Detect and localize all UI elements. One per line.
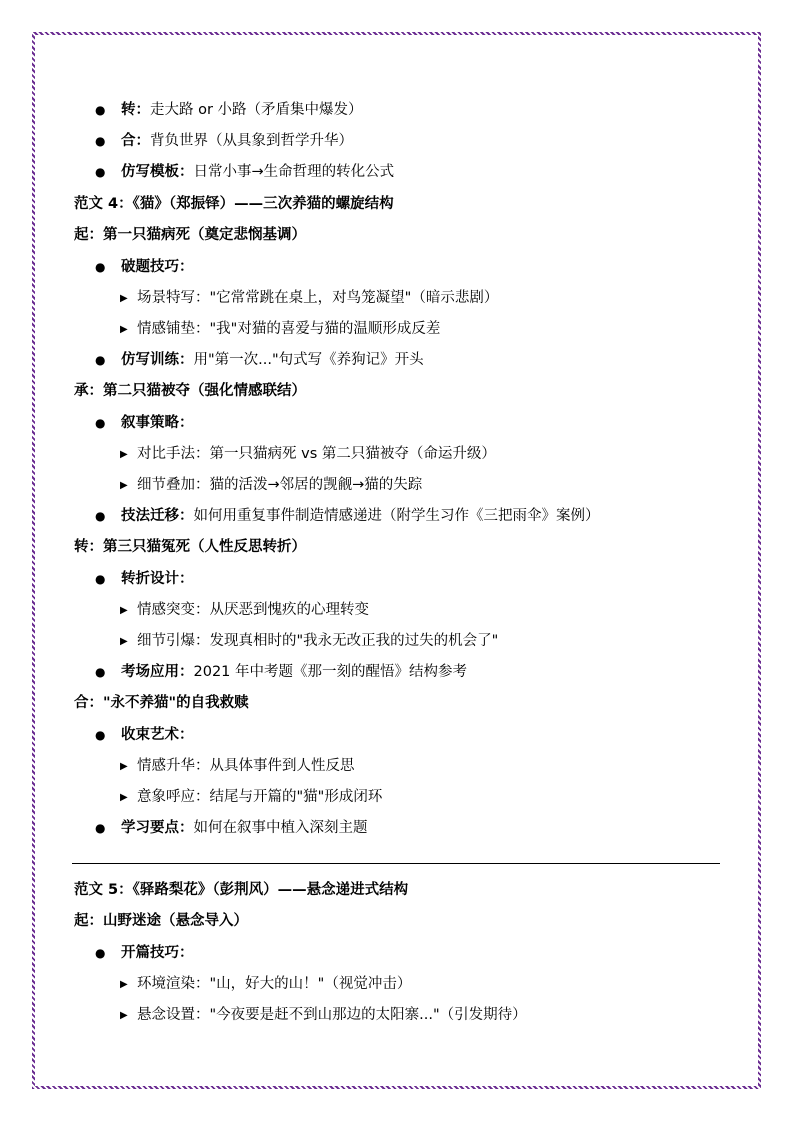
bullet-icon: ● xyxy=(95,165,106,179)
bullet-item xyxy=(95,568,194,590)
sub-item xyxy=(120,474,422,497)
sub-item xyxy=(120,973,411,996)
sub-item-text: 情感铺垫："我"对猫的喜爱与猫的温顺形成反差 xyxy=(137,321,441,337)
bullet-text: 背负世界（从具象到哲学升华） xyxy=(150,133,353,149)
bullet-icon: ● xyxy=(95,134,106,148)
section-heading: 起：第一只猫病死（奠定悲悯基调） xyxy=(74,227,306,243)
section-heading: 转：第三只猫冤死（人性反思转折） xyxy=(74,539,306,555)
arrow-icon: ▶ xyxy=(120,761,128,772)
bullet-label: 叙事策略： xyxy=(121,415,194,431)
sub-item xyxy=(120,755,355,778)
sub-item xyxy=(120,630,498,653)
bullet-icon: ● xyxy=(95,728,106,742)
arrow-icon: ▶ xyxy=(120,293,128,304)
bullet-text: 如何用重复事件制造情感递进（附学生习作《三把雨伞》案例） xyxy=(193,508,600,524)
bullet-icon: ● xyxy=(95,353,106,367)
sub-item xyxy=(120,318,440,341)
bullet-item xyxy=(95,161,394,183)
arrow-icon: ▶ xyxy=(120,636,128,647)
bullet-label: 考场应用： xyxy=(121,664,194,680)
bullet-icon: ● xyxy=(95,946,106,960)
bullet-label: 开篇技巧： xyxy=(121,945,194,961)
bullet-item xyxy=(95,724,194,746)
bullet-icon: ● xyxy=(95,665,106,679)
arrow-icon: ▶ xyxy=(120,480,128,491)
bullet-label: 仿写模板： xyxy=(121,164,194,180)
sub-item xyxy=(120,786,382,809)
essay-4-title: 范文 4：《猫》（郑振铎）——三次养猫的螺旋结构 xyxy=(74,196,394,212)
bullet-icon: ● xyxy=(95,821,106,835)
bullet-text: 用"第一次..."句式写《养狗记》开头 xyxy=(193,352,424,368)
bullet-text: 2021 年中考题《那一刻的醒悟》结构参考 xyxy=(193,664,468,680)
bullet-item xyxy=(95,942,194,964)
bullet-text: 日常小事→生命哲理的转化公式 xyxy=(193,164,395,180)
section-heading: 起：山野迷途（悬念导入） xyxy=(74,913,248,929)
arrow-icon: ▶ xyxy=(120,1010,128,1021)
sub-item-text: 对比手法：第一只猫病死 vs 第二只猫被夺（命运升级） xyxy=(137,446,496,462)
sub-item-text: 环境渲染："山，好大的山！"（视觉冲击） xyxy=(137,976,412,992)
arrow-icon: ▶ xyxy=(120,792,128,803)
bullet-icon: ● xyxy=(95,103,106,117)
sub-item xyxy=(120,1004,527,1027)
arrow-icon: ▶ xyxy=(120,449,128,460)
sub-item xyxy=(120,443,496,466)
section-heading: 合："永不养猫"的自我救赎 xyxy=(74,695,249,711)
bullet-label: 技法迁移： xyxy=(121,508,194,524)
essay-5-title: 范文 5：《驿路梨花》（彭荆风）——悬念递进式结构 xyxy=(74,882,409,898)
sub-item-text: 情感升华：从具体事件到人性反思 xyxy=(137,758,355,774)
bullet-item xyxy=(95,99,363,121)
bullet-item xyxy=(95,412,194,434)
arrow-icon: ▶ xyxy=(120,605,128,616)
section-heading: 承：第二只猫被夺（强化情感联结） xyxy=(74,383,306,399)
bullet-item xyxy=(95,349,424,371)
sub-item-text: 细节引爆：发现真相时的"我永无改正我的过失的机会了" xyxy=(137,633,499,649)
sub-item-text: 悬念设置："今夜要是赶不到山那边的太阳寨..."（引发期待） xyxy=(137,1007,527,1023)
bullet-item xyxy=(95,505,600,527)
arrow-icon: ▶ xyxy=(120,324,128,335)
bullet-item xyxy=(95,661,467,683)
bullet-label: 合： xyxy=(121,133,150,149)
bullet-label: 学习要点： xyxy=(121,820,194,836)
sub-item xyxy=(120,599,369,622)
bullet-icon: ● xyxy=(95,416,106,430)
bullet-icon: ● xyxy=(95,572,106,586)
bullet-item xyxy=(95,256,194,278)
sub-item-text: 意象呼应：结尾与开篇的"猫"形成闭环 xyxy=(137,789,383,805)
bullet-label: 收束艺术： xyxy=(121,727,194,743)
bullet-label: 转： xyxy=(121,102,150,118)
bullet-icon: ● xyxy=(95,260,106,274)
sub-item-text: 场景特写："它常常跳在桌上，对鸟笼凝望"（暗示悲剧） xyxy=(137,290,499,306)
bullet-label: 转折设计： xyxy=(121,571,194,587)
bullet-text: 如何在叙事中植入深刻主题 xyxy=(193,820,368,836)
sub-item-text: 细节叠加：猫的活泼→邻居的觊觎→猫的失踪 xyxy=(137,477,423,493)
bullet-item xyxy=(95,817,368,839)
horizontal-divider xyxy=(72,863,720,864)
bullet-label: 仿写训练： xyxy=(121,352,194,368)
sub-item-text: 情感突变：从厌恶到愧疚的心理转变 xyxy=(137,602,369,618)
bullet-label: 破题技巧： xyxy=(121,259,194,275)
bullet-text: 走大路 or 小路（矛盾集中爆发） xyxy=(150,102,363,118)
bullet-icon: ● xyxy=(95,509,106,523)
sub-item xyxy=(120,287,498,310)
arrow-icon: ▶ xyxy=(120,979,128,990)
bullet-item xyxy=(95,130,353,152)
